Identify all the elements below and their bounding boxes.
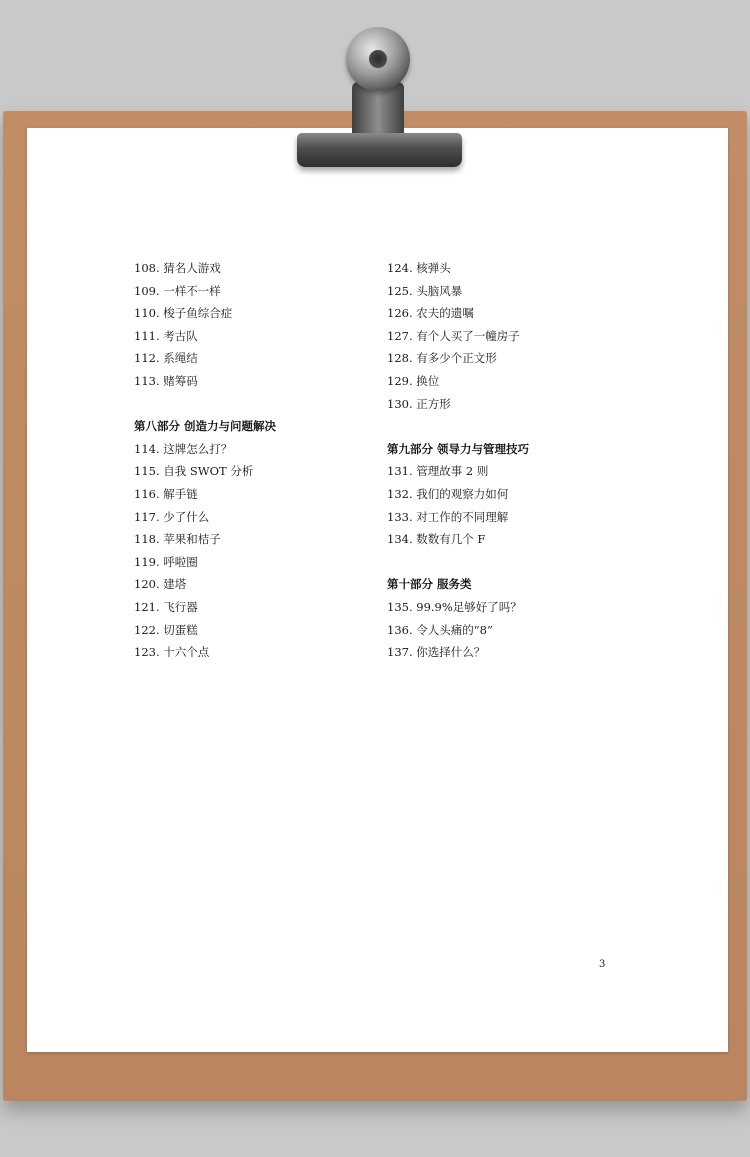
toc-item: 121. 飞行器	[134, 599, 198, 614]
toc-item: 114. 这牌怎么打？	[134, 441, 233, 456]
toc-item: 132. 我们的观察力如何	[387, 486, 509, 501]
toc-item: 129. 换位	[387, 373, 440, 388]
clip-base	[297, 133, 462, 167]
clip-hole	[369, 50, 387, 68]
toc-item: 123. 十六个点	[134, 645, 210, 660]
toc-item: 116. 解手链	[134, 486, 198, 501]
toc-item: 111. 考古队	[134, 328, 198, 343]
page-number: 3	[599, 959, 606, 970]
toc-item: 120. 建塔	[134, 577, 187, 592]
toc-item: 131. 管理故事 2 则	[387, 464, 489, 479]
section-heading-9: 第九部分 领导力与管理技巧	[387, 441, 530, 456]
toc-item: 128. 有多少个正文形	[387, 351, 497, 366]
toc-left-column	[134, 257, 364, 664]
toc-item: 112. 系绳结	[134, 351, 198, 366]
section-heading-8: 第八部分 创造力与问题解决	[134, 419, 277, 434]
toc-item: 118. 苹果和桔子	[134, 532, 221, 547]
toc-item: 126. 农夫的遗嘱	[387, 306, 474, 321]
toc-item: 136. 令人头痛的“8”	[387, 622, 493, 637]
section-gap	[387, 415, 617, 438]
toc-item: 115. 自我 SWOT 分析	[134, 464, 254, 479]
toc-item: 137. 你选择什么？	[387, 645, 486, 660]
section-gap	[387, 551, 617, 574]
toc-item: 125. 头脑风暴	[387, 283, 463, 298]
section-gap	[134, 393, 364, 416]
toc-item: 133. 对工作的不同理解	[387, 509, 509, 524]
toc-item: 110. 梭子鱼综合症	[134, 306, 233, 321]
paper-sheet	[27, 128, 728, 1052]
toc-item: 117. 少了什么	[134, 509, 210, 524]
toc-item: 109. 一样不一样	[134, 283, 221, 298]
section-heading-10: 第十部分 服务类	[387, 577, 472, 592]
toc-item: 124. 核弹头	[387, 261, 451, 275]
toc-right-column	[387, 257, 617, 664]
toc-item: 113. 赌筹码	[134, 373, 198, 388]
toc-item: 135. 99.9%足够好了吗？	[387, 599, 522, 614]
toc-item: 134. 数数有几个 F	[387, 532, 486, 547]
toc-item: 122. 切蛋糕	[134, 622, 198, 637]
toc-item: 108. 猜名人游戏	[134, 261, 221, 275]
toc-item: 119. 呼啦圈	[134, 554, 198, 569]
toc-item: 130. 正方形	[387, 396, 451, 411]
toc-item: 127. 有个人买了一幢房子	[387, 328, 520, 343]
